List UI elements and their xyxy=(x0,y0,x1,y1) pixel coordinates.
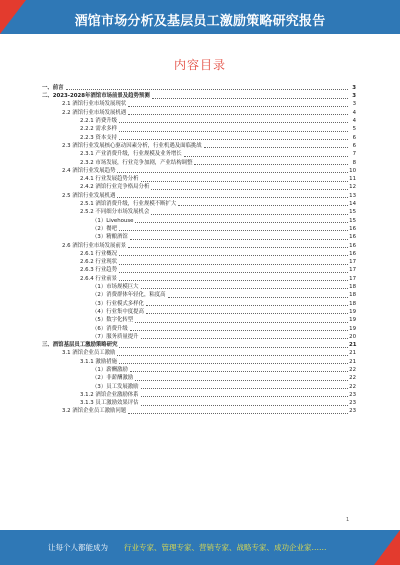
toc-entry-label: 2.3.1 产业消费升级，行业规模及业务增长 xyxy=(40,152,183,157)
toc-entry-label: 2.2 酒馆行业市场发展机遇 xyxy=(40,111,127,116)
toc-entry[interactable] xyxy=(40,324,356,332)
toc-entry-label: 2.2.2 需求多样 xyxy=(40,127,118,132)
table-of-contents xyxy=(40,83,356,415)
report-header xyxy=(0,0,400,34)
toc-entry-page: 17 xyxy=(349,267,356,274)
toc-entry-label: （1）薪酬激励 xyxy=(40,368,129,373)
toc-entry[interactable] xyxy=(40,266,356,274)
toc-entry[interactable] xyxy=(40,133,356,141)
toc-entry-page: 18 xyxy=(349,292,356,299)
toc-entry[interactable] xyxy=(40,249,356,257)
toc-entry[interactable] xyxy=(40,290,356,298)
toc-leader-dots xyxy=(135,222,348,223)
toc-leader-dots xyxy=(128,247,348,248)
toc-leader-dots xyxy=(141,396,348,397)
toc-entry-page: 3 xyxy=(352,84,356,91)
toc-entry[interactable] xyxy=(40,307,356,315)
toc-entry[interactable] xyxy=(40,232,356,240)
toc-title: 内容目录 xyxy=(173,58,226,72)
toc-entry-label: 3.1.2 酒馆企业激励体系 xyxy=(40,393,140,398)
toc-entry-page: 19 xyxy=(349,325,356,332)
toc-entry-label: （7）服务质量提升 xyxy=(40,335,140,340)
toc-leader-dots xyxy=(151,189,348,190)
toc-entry[interactable] xyxy=(40,357,356,365)
toc-entry-page: 22 xyxy=(349,383,356,390)
toc-entry-page: 4 xyxy=(352,109,356,116)
toc-leader-dots xyxy=(119,139,348,140)
toc-entry[interactable] xyxy=(40,183,356,191)
toc-entry-page: 4 xyxy=(352,118,356,125)
toc-entry-label: （4）行业集中度提高 xyxy=(40,310,145,315)
toc-entry-page: 10 xyxy=(349,167,356,174)
toc-entry-label: 2.2.1 消费升级 xyxy=(40,119,118,124)
toc-leader-dots xyxy=(119,122,348,123)
toc-entry[interactable] xyxy=(40,116,356,124)
toc-leader-dots xyxy=(141,338,348,339)
toc-entry-page: 19 xyxy=(349,317,356,324)
toc-entry-page: 23 xyxy=(349,391,356,398)
footer-accent xyxy=(374,530,400,565)
toc-leader-dots xyxy=(119,255,348,256)
toc-entry-label: 2.5.1 酒馆消费升级，行业规模不断扩大 xyxy=(40,202,177,207)
toc-leader-dots xyxy=(135,380,348,381)
toc-entry-label: 二、2023-2028年酒馆市场前景及趋势预测 xyxy=(42,93,150,100)
toc-entry-page: 8 xyxy=(352,159,356,166)
toc-entry-label: （2）消费群体年轻化，粘度高 xyxy=(40,293,167,298)
toc-entry-label: 3.1 酒馆企业员工激励 xyxy=(40,351,116,356)
toc-entry[interactable] xyxy=(40,100,356,108)
toc-entry-label: 2.4.2 酒馆行业竞争格局分析 xyxy=(40,185,150,190)
toc-entry-page: 14 xyxy=(349,201,356,208)
toc-leader-dots xyxy=(128,106,348,107)
toc-entry-label: 2.1 酒馆行业市场发展现状 xyxy=(40,102,127,107)
toc-entry-label: 一、前言 xyxy=(42,84,64,91)
toc-leader-dots xyxy=(117,172,348,173)
toc-leader-dots xyxy=(178,205,348,206)
toc-leader-dots xyxy=(184,156,348,157)
toc-entry[interactable] xyxy=(40,257,356,265)
toc-entry[interactable] xyxy=(40,274,356,282)
toc-entry-page: 17 xyxy=(349,275,356,282)
toc-entry-page: 22 xyxy=(349,366,356,373)
toc-entry[interactable] xyxy=(40,332,356,340)
toc-entry-page: 6 xyxy=(352,134,356,141)
page-number: 1 xyxy=(346,517,350,523)
toc-entry-page: 5 xyxy=(352,126,356,133)
report-footer xyxy=(0,530,400,565)
toc-entry-page: 16 xyxy=(349,242,356,249)
toc-entry-label: 2.6.1 行业概况 xyxy=(40,252,118,257)
toc-leader-dots xyxy=(66,89,348,90)
toc-entry[interactable] xyxy=(40,390,356,398)
toc-entry[interactable] xyxy=(40,224,356,232)
toc-entry-label: （1）Livehouse xyxy=(40,219,134,224)
toc-leader-dots xyxy=(141,405,348,406)
toc-entry[interactable] xyxy=(40,299,356,307)
toc-leader-dots xyxy=(146,313,348,314)
toc-entry-page: 3 xyxy=(352,101,356,108)
toc-entry-page: 6 xyxy=(352,142,356,149)
toc-entry-label: （2）非薪酬激励 xyxy=(40,376,134,381)
toc-leader-dots xyxy=(119,264,348,265)
toc-entry-label: （5）数字化转型 xyxy=(40,318,134,323)
toc-entry-label: 2.2.3 资本支持 xyxy=(40,136,118,141)
toc-entry-label: 2.6.4 行业前景 xyxy=(40,277,118,282)
toc-leader-dots xyxy=(194,164,348,165)
toc-entry-page: 21 xyxy=(349,350,356,357)
toc-leader-dots xyxy=(119,272,348,273)
toc-entry-label: （2）餐吧 xyxy=(40,227,118,232)
toc-entry[interactable] xyxy=(40,158,356,166)
toc-entry-label: 2.6.3 行业趋势 xyxy=(40,268,118,273)
toc-leader-dots xyxy=(141,181,348,182)
toc-entry[interactable] xyxy=(40,382,356,390)
toc-entry-page: 18 xyxy=(349,284,356,291)
toc-entry-label: 2.6.2 行业现状 xyxy=(40,260,118,265)
toc-entry-page: 11 xyxy=(349,176,356,183)
toc-entry-page: 15 xyxy=(349,209,356,216)
toc-entry-page: 21 xyxy=(349,342,357,349)
footer-roles: 行业专家、管理专家、营销专家、战略专家、成功企业家…… xyxy=(124,543,327,552)
toc-entry[interactable] xyxy=(40,166,356,174)
toc-leader-dots xyxy=(204,147,348,148)
toc-entry-page: 3 xyxy=(352,93,356,100)
toc-entry[interactable] xyxy=(40,207,356,215)
toc-entry[interactable] xyxy=(40,83,356,91)
toc-entry-label: 2.5 酒馆行业发展机遇 xyxy=(40,194,116,199)
toc-entry[interactable] xyxy=(40,149,356,157)
toc-entry-page: 19 xyxy=(349,308,356,315)
toc-leader-dots xyxy=(141,388,348,389)
toc-entry-label: （6）消费升级 xyxy=(40,327,129,332)
toc-entry-page: 16 xyxy=(349,234,356,241)
toc-leader-dots xyxy=(117,355,348,356)
toc-entry-page: 12 xyxy=(349,184,356,191)
toc-entry-label: 2.6 酒馆行业市场发展前景 xyxy=(40,244,127,249)
toc-entry-label: 2.4.1 行业发展趋势分析 xyxy=(40,177,140,182)
toc-entry-page: 18 xyxy=(349,300,356,307)
toc-entry-page: 21 xyxy=(349,358,356,365)
toc-entry-page: 16 xyxy=(349,225,356,232)
toc-entry-page: 13 xyxy=(349,192,356,199)
toc-entry[interactable] xyxy=(40,315,356,323)
toc-leader-dots xyxy=(119,347,348,348)
toc-leader-dots xyxy=(151,214,348,215)
toc-entry[interactable] xyxy=(40,349,356,357)
toc-entry-label: （3）行业模式多样化 xyxy=(40,302,145,307)
toc-entry[interactable] xyxy=(40,191,356,199)
toc-leader-dots xyxy=(146,305,348,306)
toc-entry-label: 2.3.2 市场发展，行业竞争加剧，产业结构调整 xyxy=(40,161,193,166)
toc-entry-label: 3.1.1 激励措施 xyxy=(40,360,118,365)
toc-entry-label: 2.5.2 不同细分市场发展机会 xyxy=(40,210,150,215)
toc-entry[interactable] xyxy=(40,241,356,249)
toc-entry[interactable] xyxy=(40,282,356,290)
report-title: 酒馆市场分析及基层员工激励策略研究报告 xyxy=(74,14,326,29)
toc-entry[interactable] xyxy=(40,199,356,207)
toc-entry-page: 23 xyxy=(349,400,356,407)
toc-leader-dots xyxy=(152,98,348,99)
toc-entry[interactable] xyxy=(40,216,356,224)
toc-leader-dots xyxy=(168,297,348,298)
toc-entry-page: 17 xyxy=(349,259,356,266)
toc-leader-dots xyxy=(130,330,348,331)
toc-entry[interactable] xyxy=(40,174,356,182)
toc-entry-label: 2.3 酒馆行业发展核心驱动因素分析，行业机遇及面临挑战 xyxy=(40,144,203,149)
toc-entry-label: （3）员工发展激励 xyxy=(40,385,140,390)
toc-entry-label: （1）市场规模巨大 xyxy=(40,285,140,290)
toc-entry-label: 三、酒馆基层员工激励策略研究 xyxy=(42,342,118,349)
toc-leader-dots xyxy=(130,371,348,372)
footer-slogan xyxy=(48,542,327,553)
toc-entry-page: 7 xyxy=(352,151,356,158)
toc-entry[interactable] xyxy=(40,141,356,149)
toc-leader-dots xyxy=(128,413,348,414)
toc-entry-label: 3.1.3 员工激励效果评估 xyxy=(40,401,140,406)
toc-entry-label: 2.4 酒馆行业发展趋势 xyxy=(40,169,116,174)
toc-entry[interactable] xyxy=(40,124,356,132)
toc-entry[interactable] xyxy=(40,340,356,348)
toc-leader-dots xyxy=(119,131,348,132)
footer-lead: 让每个人都能成为 xyxy=(48,543,108,552)
toc-entry[interactable] xyxy=(40,398,356,406)
toc-entry-page: 20 xyxy=(349,333,356,340)
toc-entry[interactable] xyxy=(40,407,356,415)
toc-leader-dots xyxy=(141,288,348,289)
toc-entry-page: 23 xyxy=(349,408,356,415)
toc-entry[interactable] xyxy=(40,91,356,99)
toc-entry-label: 3.2 酒馆企业员工激励问题 xyxy=(40,409,127,414)
toc-leader-dots xyxy=(130,239,348,240)
toc-entry-page: 16 xyxy=(349,250,356,257)
toc-entry-label: （3）精酿酒馆 xyxy=(40,235,129,240)
toc-entry[interactable] xyxy=(40,108,356,116)
toc-entry[interactable] xyxy=(40,365,356,373)
toc-leader-dots xyxy=(119,230,348,231)
toc-entry[interactable] xyxy=(40,373,356,381)
toc-entry-page: 15 xyxy=(349,217,356,224)
toc-leader-dots xyxy=(117,197,348,198)
toc-leader-dots xyxy=(119,363,348,364)
toc-leader-dots xyxy=(128,114,348,115)
toc-entry-page: 22 xyxy=(349,375,356,382)
toc-leader-dots xyxy=(119,280,348,281)
toc-leader-dots xyxy=(135,322,348,323)
